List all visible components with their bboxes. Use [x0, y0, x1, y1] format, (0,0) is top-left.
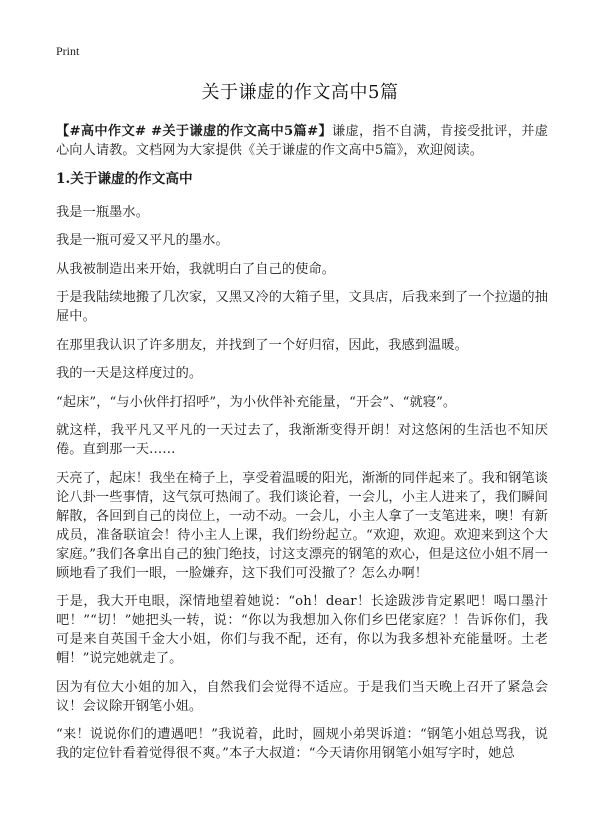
body-paragraph: 天亮了，起床！我坐在椅子上，享受着温暖的阳光，渐渐的同伴起来了。我和钢笔谈论八卦一些事情，这气氛可热闹了。我们谈论着，一会儿，小主人进来了，我们瞬间解散，各回到自己的岗位上，一动不动。一会儿，小主人拿了一支笔进来，噢！有新成员，准备联谊会！待小主人上课，我们纷纷起立。“欢迎，欢迎。欢迎来到这个大家庭。”我们各拿出自己的独门绝技，讨这支漂亮的钢笔的欢心，但是这位小姐不屑一顾地看了我们一眼，一脸嫌弃，这下我们可没撤了？怎么办啊！ — [56, 470, 548, 581]
section-heading: 1.关于谦虚的作文高中 — [56, 170, 193, 187]
document-title: 关于谦虚的作文高中5篇 — [201, 82, 399, 103]
print-link[interactable]: Print — [56, 44, 80, 58]
body-paragraph: 我是一瓶可爱又平凡的墨水。 — [56, 233, 229, 248]
document-body — [56, 122, 548, 773]
body-paragraph: “起床”，“与小伙伴打招呼”，为小伙伴补充能量，“开会”、“就寝”。 — [56, 394, 457, 410]
body-paragraph: “来！说说你们的遭遇吧！”我说着，此时，圆规小弟哭诉道：“钢笔小姐总骂我，说我的定位针看着觉得很不爽。”本子大叔道：“今天请你用钢笔小姐写字时，她总 — [56, 727, 548, 761]
intro-tags: 【#高中作文# #关于谦虚的作文高中5篇#】 — [56, 124, 332, 139]
body-paragraph: 就这样，我平凡又平凡的一天过去了，我渐渐变得开朗！对这悠闲的生活也不知厌倦。直到那一天…… — [56, 423, 548, 457]
body-paragraph: 我是一瓶墨水。 — [56, 204, 150, 220]
intro-paragraph — [56, 122, 548, 160]
body-paragraph: 我的一天是这样度过的。 — [56, 366, 203, 381]
body-paragraph: 于是我陆续地搬了几次家，又黑又冷的大箱子里，文具店，后我来到了一个拉遢的抽屉中。 — [56, 290, 548, 324]
body-paragraph: 因为有位大小姐的加入，自然我们会觉得不适应。于是我们当天晚上召开了紧急会议！会议除开钢笔小姐。 — [56, 679, 548, 714]
body-paragraph: 从我被制造出来开始，我就明白了自己的使命。 — [56, 261, 336, 277]
intro-text: 谦虚，指不自满，肯接受批评，并虚心向人请教。文档网为大家提供《关于谦虚的作文高中5篇》，欢迎阅读。 — [56, 124, 548, 158]
body-paragraph: 在那里我认识了许多朋友，并找到了一个好归宿，因此，我感到温暖。 — [56, 337, 468, 353]
body-paragraph: 于是，我大开电眼，深情地望着她说：“oh！dear！长途跋涉肯定累吧！喝口墨汁吧！”“切！”她把头一转，说：“你以为我想加入你们乡巴佬家庭？！告诉你们，我可是来自英国千金大小姐，你们与我不配，还有，你以为我多想补充能量呀。土老帽！”说完她就走了。 — [56, 594, 548, 666]
